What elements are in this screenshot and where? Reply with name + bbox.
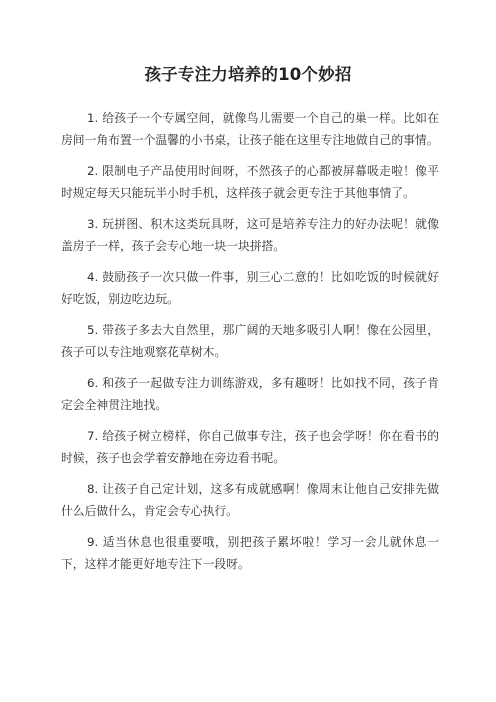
tip-item-5: 5. 带孩子多去大自然里，那广阔的天地多吸引人啊！像在公园里，孩子可以专注地观察花草树木。	[61, 323, 439, 359]
page-title: 孩子专注力培养的10个妙招	[144, 65, 352, 84]
tip-item-1: 1. 给孩子一个专属空间，就像鸟儿需要一个自己的巢一样。比如在房间一角布置一个温馨的小书桌，让孩子能在这里专注地做自己的事情。	[61, 111, 439, 147]
tip-item-4: 4. 鼓励孩子一次只做一件事，别三心二意的！比如吃饭的时候就好好吃饭，别边吃边玩。	[61, 270, 439, 306]
tip-item-3: 3. 玩拼图、积木这类玩具呀，这可是培养专注力的好办法呢！就像盖房子一样，孩子会专心地一块一块拼搭。	[61, 217, 439, 253]
tip-item-6: 6. 和孩子一起做专注力训练游戏，多有趣呀！比如找不同，孩子肯定会全神贯注地找。	[61, 376, 439, 412]
tip-item-7: 7. 给孩子树立榜样，你自己做事专注，孩子也会学呀！你在看书的时候，孩子也会学着安静地在旁边看书呢。	[61, 429, 439, 465]
tip-item-9: 9. 适当休息也很重要哦，别把孩子累坏啦！学习一会儿就休息一下，这样才能更好地专注下一段呀。	[61, 535, 439, 571]
tips-list	[61, 107, 439, 584]
tip-item-8: 8. 让孩子自己定计划，这多有成就感啊！像周末让他自己安排先做什么后做什么，肯定会专心执行。	[61, 482, 439, 518]
tip-item-2: 2. 限制电子产品使用时间呀，不然孩子的心都被屏幕吸走啦！像平时规定每天只能玩半小时手机，这样孩子就会更专注于其他事情了。	[61, 164, 439, 200]
